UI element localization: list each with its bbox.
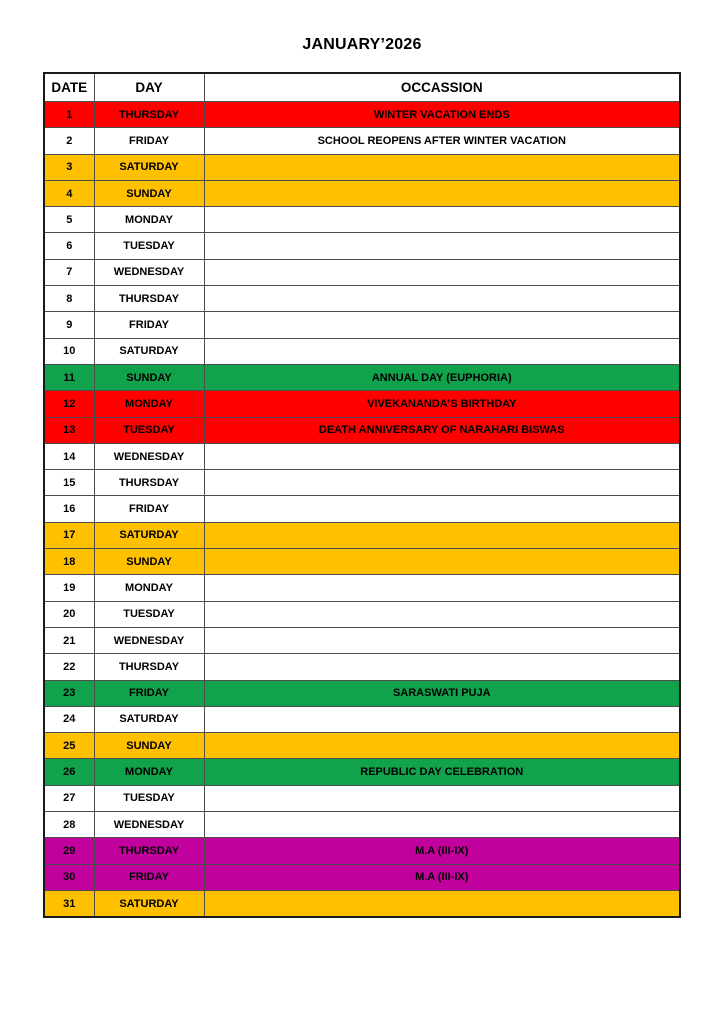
occasion-cell: [204, 443, 680, 469]
table-row: [44, 417, 680, 443]
table-row: [44, 706, 680, 732]
table-row: [44, 391, 680, 417]
table-row: [44, 680, 680, 706]
occasion-cell: [204, 207, 680, 233]
date-cell: 27: [44, 785, 94, 811]
occasion-cell: [204, 522, 680, 548]
occasion-cell: [204, 338, 680, 364]
day-cell: SUNDAY: [94, 733, 204, 759]
day-cell: FRIDAY: [94, 128, 204, 154]
calendar-table: [43, 72, 681, 918]
table-row: [44, 627, 680, 653]
occasion-cell: [204, 180, 680, 206]
date-cell: 10: [44, 338, 94, 364]
calendar-table-body: [44, 102, 680, 918]
date-cell: 5: [44, 207, 94, 233]
day-cell: SATURDAY: [94, 338, 204, 364]
day-cell: SATURDAY: [94, 154, 204, 180]
occasion-cell: REPUBLIC DAY CELEBRATION: [204, 759, 680, 785]
day-cell: THURSDAY: [94, 654, 204, 680]
date-cell: 28: [44, 812, 94, 838]
day-cell: THURSDAY: [94, 102, 204, 128]
header-cell-occasion: OCCASSION: [204, 73, 680, 102]
date-cell: 24: [44, 706, 94, 732]
day-cell: MONDAY: [94, 391, 204, 417]
occasion-cell: WINTER VACATION ENDS: [204, 102, 680, 128]
occasion-cell: [204, 601, 680, 627]
day-cell: FRIDAY: [94, 864, 204, 890]
occasion-cell: [204, 733, 680, 759]
day-cell: SATURDAY: [94, 522, 204, 548]
occasion-cell: [204, 654, 680, 680]
day-cell: TUESDAY: [94, 601, 204, 627]
day-cell: FRIDAY: [94, 680, 204, 706]
date-cell: 6: [44, 233, 94, 259]
occasion-cell: M.A (III-IX): [204, 838, 680, 864]
table-row: [44, 286, 680, 312]
table-row: [44, 601, 680, 627]
occasion-cell: [204, 627, 680, 653]
date-cell: 17: [44, 522, 94, 548]
occasion-cell: VIVEKANANDA’S BIRTHDAY: [204, 391, 680, 417]
date-cell: 4: [44, 180, 94, 206]
date-cell: 9: [44, 312, 94, 338]
day-cell: SUNDAY: [94, 364, 204, 390]
occasion-cell: DEATH ANNIVERSARY OF NARAHARI BISWAS: [204, 417, 680, 443]
occasion-cell: [204, 812, 680, 838]
date-cell: 7: [44, 259, 94, 285]
calendar-table-header: [44, 73, 680, 102]
table-row: [44, 259, 680, 285]
date-cell: 14: [44, 443, 94, 469]
table-row: [44, 654, 680, 680]
occasion-cell: [204, 154, 680, 180]
occasion-cell: [204, 575, 680, 601]
header-row: [44, 73, 680, 102]
day-cell: SUNDAY: [94, 180, 204, 206]
occasion-cell: M.A (III-IX): [204, 864, 680, 890]
table-row: [44, 233, 680, 259]
day-cell: WEDNESDAY: [94, 812, 204, 838]
date-cell: 22: [44, 654, 94, 680]
table-row: [44, 733, 680, 759]
table-row: [44, 812, 680, 838]
table-row: [44, 128, 680, 154]
date-cell: 13: [44, 417, 94, 443]
day-cell: THURSDAY: [94, 286, 204, 312]
date-cell: 1: [44, 102, 94, 128]
table-row: [44, 496, 680, 522]
day-cell: SUNDAY: [94, 549, 204, 575]
day-cell: TUESDAY: [94, 233, 204, 259]
day-cell: TUESDAY: [94, 417, 204, 443]
table-row: [44, 470, 680, 496]
day-cell: SATURDAY: [94, 706, 204, 732]
occasion-cell: [204, 549, 680, 575]
date-cell: 16: [44, 496, 94, 522]
day-cell: THURSDAY: [94, 838, 204, 864]
page-title: JANUARY’2026: [302, 36, 422, 53]
occasion-cell: ANNUAL DAY (EUPHORIA): [204, 364, 680, 390]
day-cell: FRIDAY: [94, 496, 204, 522]
date-cell: 23: [44, 680, 94, 706]
date-cell: 11: [44, 364, 94, 390]
date-cell: 20: [44, 601, 94, 627]
table-row: [44, 759, 680, 785]
occasion-cell: [204, 286, 680, 312]
date-cell: 31: [44, 890, 94, 917]
day-cell: SATURDAY: [94, 890, 204, 917]
occasion-cell: [204, 496, 680, 522]
day-cell: WEDNESDAY: [94, 443, 204, 469]
day-cell: WEDNESDAY: [94, 259, 204, 285]
table-row: [44, 312, 680, 338]
occasion-cell: [204, 706, 680, 732]
occasion-cell: [204, 785, 680, 811]
table-row: [44, 522, 680, 548]
table-row: [44, 364, 680, 390]
header-cell-date: DATE: [44, 73, 94, 102]
table-row: [44, 180, 680, 206]
occasion-cell: [204, 890, 680, 917]
date-cell: 25: [44, 733, 94, 759]
occasion-cell: SCHOOL REOPENS AFTER WINTER VACATION: [204, 128, 680, 154]
date-cell: 29: [44, 838, 94, 864]
date-cell: 19: [44, 575, 94, 601]
header-cell-day: DAY: [94, 73, 204, 102]
day-cell: THURSDAY: [94, 470, 204, 496]
table-row: [44, 207, 680, 233]
occasion-cell: SARASWATI PUJA: [204, 680, 680, 706]
table-row: [44, 338, 680, 364]
table-row: [44, 443, 680, 469]
occasion-cell: [204, 470, 680, 496]
table-row: [44, 838, 680, 864]
date-cell: 18: [44, 549, 94, 575]
date-cell: 2: [44, 128, 94, 154]
date-cell: 12: [44, 391, 94, 417]
date-cell: 8: [44, 286, 94, 312]
date-cell: 3: [44, 154, 94, 180]
occasion-cell: [204, 259, 680, 285]
table-row: [44, 864, 680, 890]
day-cell: MONDAY: [94, 207, 204, 233]
table-row: [44, 154, 680, 180]
date-cell: 15: [44, 470, 94, 496]
date-cell: 21: [44, 627, 94, 653]
day-cell: WEDNESDAY: [94, 627, 204, 653]
table-row: [44, 890, 680, 917]
occasion-cell: [204, 312, 680, 338]
date-cell: 26: [44, 759, 94, 785]
table-row: [44, 549, 680, 575]
day-cell: MONDAY: [94, 759, 204, 785]
day-cell: TUESDAY: [94, 785, 204, 811]
table-row: [44, 102, 680, 128]
day-cell: MONDAY: [94, 575, 204, 601]
table-row: [44, 575, 680, 601]
day-cell: FRIDAY: [94, 312, 204, 338]
date-cell: 30: [44, 864, 94, 890]
table-row: [44, 785, 680, 811]
occasion-cell: [204, 233, 680, 259]
